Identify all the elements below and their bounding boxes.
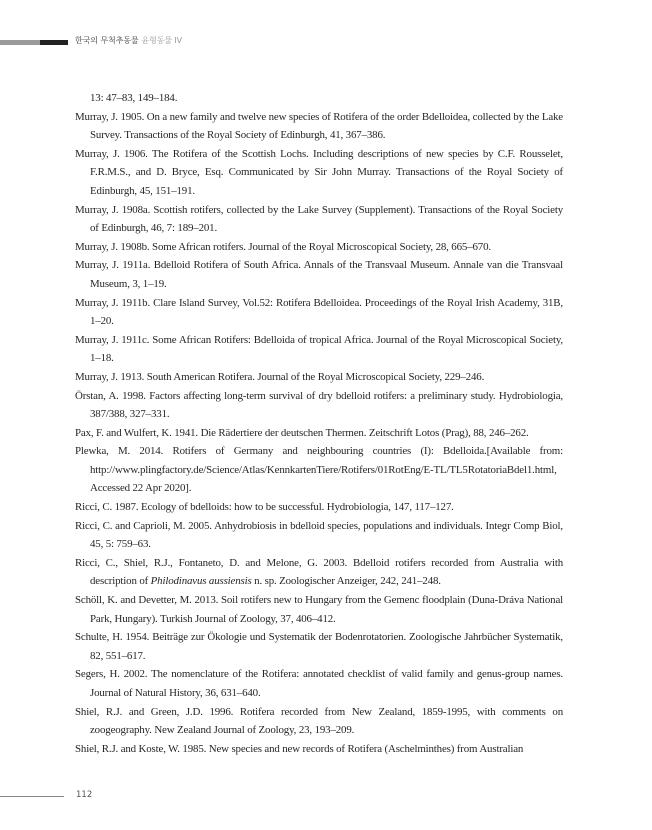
reference-entry: Murray, J. 1911b. Clare Island Survey, Vol.52: Rotifera Bdelloidea. Proceedings of the Royal Irish Academy, 31B, 1–20. xyxy=(75,296,563,328)
page-number: 112 xyxy=(76,790,93,800)
running-header xyxy=(75,35,182,46)
reference-entry: Plewka, M. 2014. Rotifers of Germany and neighbouring countries (I): Bdelloida.[Available from: http://www.plingfactory.de/Science/Atlas/KennkartenTiere/Rotifers/01RotEng/E-TL/TL5RotatoriaBdel1.html, Accessed 22 Apr 2020]. xyxy=(75,445,563,495)
reference-entry: Murray, J. 1906. The Rotifera of the Scottish Lochs. Including descriptions of new species by C.F. Rousselet, F.R.M.S., and D. Bryce, Esq. Communicated by Sir John Murray. Transactions of the Royal Society of Edinburgh, 45, 151–191. xyxy=(75,147,563,197)
reference-entry: Shiel, R.J. and Koste, W. 1985. New species and new records of Rotifera (Aschelminthes) from Australian xyxy=(75,742,524,755)
reference-entry: Ricci, C. and Caprioli, M. 2005. Anhydrobiosis in bdelloid species, populations and individuals. Integr Comp Biol, 45, 5: 759–63. xyxy=(75,519,563,551)
reference-entry: Murray, J. 1908b. Some African rotifers. Journal of the Royal Microscopical Society, 28, 665–670. xyxy=(75,240,491,253)
reference-list xyxy=(75,89,563,758)
header-subtitle: 윤형동물 IV xyxy=(141,36,183,45)
reference-entry-with-species xyxy=(75,554,563,591)
reference-entry: 13: 47–83, 149–184. xyxy=(90,92,178,104)
footer-rule xyxy=(0,796,64,797)
reference-entry: Schöll, K. and Devetter, M. 2013. Soil rotifers new to Hungary from the Gemenc floodplain (Duna-Dráva National Park, Hungary). Turkish Journal of Zoology, 37, 406–412. xyxy=(75,594,563,625)
header-bar-black xyxy=(40,40,68,45)
reference-entry: Shiel, R.J. and Green, J.D. 1996. Rotifera recorded from New Zealand, 1859-1995, with comments on zoogeography. New Zealand Journal of Zoology, 23, 193–209. xyxy=(75,705,563,737)
reference-entry: Murray, J. 1913. South American Rotifera. Journal of the Royal Microscopical Society, 229–246. xyxy=(75,370,485,383)
reference-entry: Schulte, H. 1954. Beiträge zur Ökologie und Systematik der Bodenrotatorien. Zoologische Jahrbücher Systematik, 82, 551–617. xyxy=(75,631,563,662)
reference-entry: Ricci, C. 1987. Ecology of bdelloids: how to be successful. Hydrobiologia, 147, 117–127. xyxy=(75,501,454,514)
reference-entry: Segers, H. 2002. The nomenclature of the Rotifera: annotated checklist of valid family and genus-group names. Journal of Natural History, 36, 631–640. xyxy=(75,668,563,699)
reference-text: Ricci, C., Shiel, R.J., Fontaneto, D. and Melone, G. 2003. Bdelloid rotifers recorded from Australia with description of xyxy=(75,556,563,588)
reference-entry: Murray, J. 1911c. Some African Rotifers: Bdelloida of tropical Africa. Journal of the Royal Microscopical Society, 1–18. xyxy=(75,333,563,365)
reference-entry: Murray, J. 1908a. Scottish rotifers, collected by the Lake Survey (Supplement). Transactions of the Royal Society of Edinburgh, 46, 7: 189–201. xyxy=(75,203,563,235)
reference-entry: Pax, F. and Wulfert, K. 1941. Die Rädertiere der deutschen Thermen. Zeitschrift Lotos (Prag), 88, 246–262. xyxy=(75,426,529,439)
species-name: Philodinavus aussiensis xyxy=(150,575,252,588)
reference-entry: Murray, J. 1911a. Bdelloid Rotifera of South Africa. Annals of the Transvaal Museum. Annale van die Transvaal Museum, 3, 1–19. xyxy=(75,259,563,290)
header-title: 한국의 무척추동물 xyxy=(75,36,139,45)
reference-text: n. sp. Zoologischer Anzeiger, 242, 241–248. xyxy=(251,575,441,588)
reference-entry: Murray, J. 1905. On a new family and twelve new species of Rotifera of the order Bdelloidea, collected by the Lake Survey. Transactions of the Royal Society of Edinburgh, 41, 367–386. xyxy=(75,110,563,142)
reference-entry: Örstan, A. 1998. Factors affecting long-term survival of dry bdelloid rotifers: a preliminary study. Hydrobiologia, 387/388, 327–331. xyxy=(75,389,563,421)
header-bar-gray xyxy=(0,40,40,45)
